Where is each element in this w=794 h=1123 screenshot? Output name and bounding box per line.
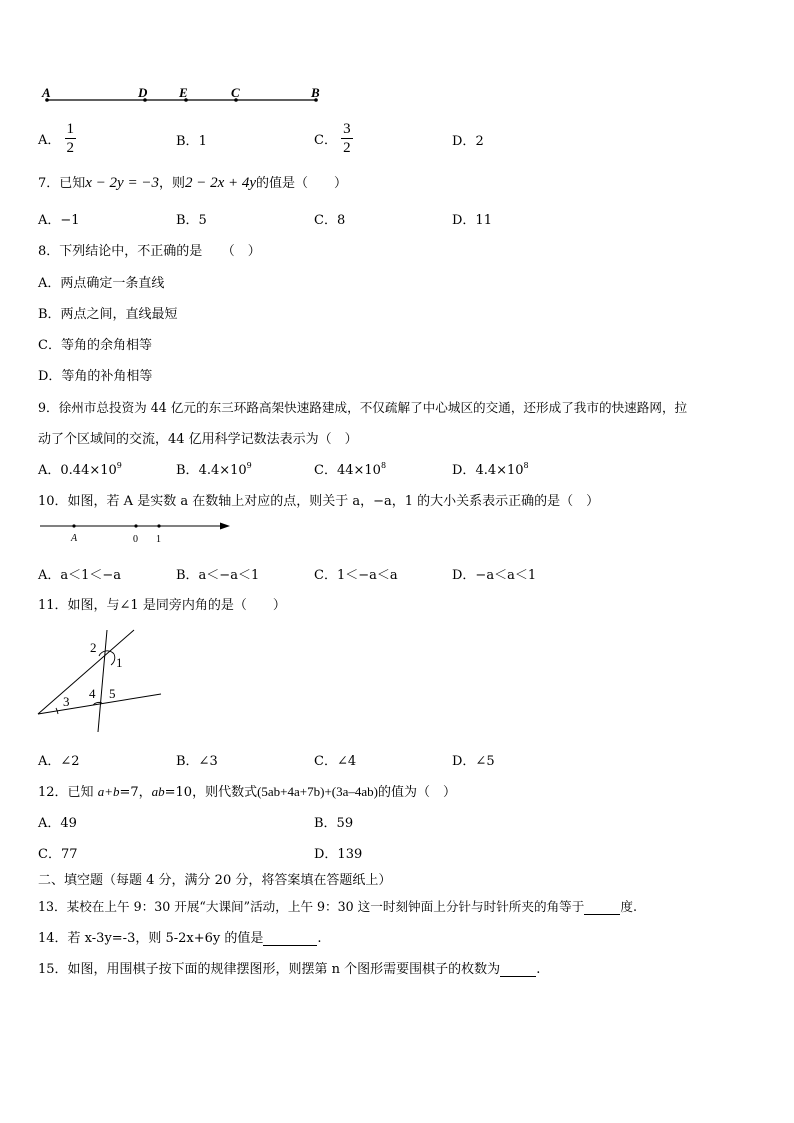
option-letter: A． [38, 133, 61, 148]
q9-option-d[interactable] [452, 459, 529, 478]
label-e: E [179, 85, 188, 100]
number-line-label-one: 1 [156, 534, 161, 545]
label-c: C [231, 85, 240, 100]
q15-text: 15．如图，用围棋子按下面的规律摆图形，则摆第 n 个图形需要围棋子的枚数为 [38, 962, 501, 977]
option-exponent: 9 [116, 461, 122, 470]
option-base: 0.44×10 [60, 463, 117, 478]
option-text: 1 [198, 134, 207, 149]
angle-1-arc [111, 654, 115, 665]
option-letter: B． [176, 134, 199, 149]
option-exponent: 8 [523, 461, 529, 470]
q9-stem-line-1: 9．徐州市总投资为 44 亿元的东三环路高架快速路建成，不仅疏解了中心城区的交通，还形成了我市的快速路网，拉 [38, 400, 688, 415]
q12-option-a[interactable]: A．49 [38, 816, 77, 831]
point-a-marker [72, 524, 75, 527]
section-2-title: 二、填空题（每题 4 分，满分 20 分，将答案填在答题纸上） [38, 873, 392, 888]
q14-stem [38, 927, 322, 946]
q8-option-d[interactable]: D．等角的补角相等 [38, 369, 153, 384]
option-letter: D． [452, 134, 476, 149]
q12-option-c[interactable]: C．77 [38, 847, 78, 862]
q7-option-b[interactable]: B．5 [176, 213, 207, 228]
q12-expression: (5ab+4a+7b)+(3a–4ab) [257, 784, 378, 799]
label-a: A [42, 85, 51, 100]
option-letter: C． [314, 463, 337, 478]
q11-stem: 11．如图，与∠1 是同旁内角的是（ ） [38, 598, 286, 613]
q9-option-a[interactable] [38, 459, 122, 478]
q14-suffix: . [317, 931, 322, 946]
option-base: 44×10 [336, 463, 381, 478]
q8-option-c[interactable]: C．等角的余角相等 [38, 338, 152, 353]
q15-stem [38, 958, 540, 977]
q7-option-d[interactable]: D．11 [452, 213, 492, 228]
q8-option-b[interactable]: B．两点之间，直线最短 [38, 307, 178, 322]
one-marker [157, 524, 160, 527]
angle-label-1: 1 [116, 655, 123, 670]
q7-stem [38, 172, 347, 192]
fraction-numerator: 1 [66, 121, 75, 137]
q6-option-d[interactable] [452, 130, 484, 149]
angle-diagram [34, 622, 168, 734]
label-b: B [311, 85, 320, 100]
q11-option-a[interactable]: A．∠2 [38, 754, 80, 769]
q10-option-a[interactable]: A．a＜1＜−a [38, 568, 122, 583]
q12-condition-2: ab [151, 784, 165, 799]
q12-equals-1: =7， [119, 785, 152, 800]
q6-option-b[interactable] [176, 130, 207, 149]
q9-option-b[interactable] [176, 459, 252, 478]
q10-option-d[interactable]: D．−a＜a＜1 [452, 568, 537, 583]
q6-option-a[interactable] [38, 120, 76, 157]
angle-label-2: 2 [90, 640, 97, 655]
q7-option-c[interactable]: C．8 [314, 213, 346, 228]
origin-marker [134, 524, 137, 527]
fraction-numerator: 3 [343, 121, 351, 137]
q10-stem: 10．如图，若 A 是实数 a 在数轴上对应的点，则关于 a，−a，1 的大小关系表示正确的是（ ） [38, 494, 600, 509]
fraction-denominator: 2 [343, 140, 351, 156]
q7-expression-1: x − 2y = −3 [85, 175, 159, 191]
fraction-denominator: 2 [66, 140, 75, 156]
q7-option-a[interactable]: A．−1 [38, 213, 80, 228]
q12-equals-2: =10，则代数式 [164, 785, 258, 800]
angle-label-3: 3 [63, 694, 70, 709]
q7-middle: ，则 [158, 176, 185, 191]
q10-option-b[interactable]: B．a＜−a＜1 [176, 568, 260, 583]
q7-suffix: 的值是（ ） [256, 176, 348, 191]
q12-suffix: 的值为（ ） [377, 785, 456, 800]
option-base: 4.4×10 [475, 463, 524, 478]
option-exponent: 9 [246, 461, 252, 470]
q13-stem [38, 896, 637, 915]
option-letter: C． [314, 133, 337, 148]
q13-answer-blank[interactable] [584, 900, 620, 915]
label-d: D [138, 85, 148, 100]
fraction [65, 120, 77, 157]
option-exponent: 8 [380, 461, 387, 470]
number-line-label-a: A [71, 533, 78, 544]
number-line-label-zero: 0 [133, 534, 138, 545]
option-letter: B． [176, 463, 199, 478]
transversal-line-2 [98, 630, 107, 732]
option-text: 2 [475, 134, 484, 149]
q8-option-a[interactable]: A．两点确定一条直线 [38, 276, 165, 291]
q7-prefix: 7．已知 [38, 176, 86, 191]
q14-text: 14．若 x-3y=-3，则 5-2x+6y 的值是 [38, 931, 264, 946]
q12-option-d[interactable]: D．139 [314, 847, 363, 862]
number-line-arrow-icon [220, 523, 230, 530]
q9-stem-line-2: 动了个区域间的交流，44 亿用科学记数法表示为（ ） [38, 432, 358, 447]
number-line-diagram [36, 518, 236, 534]
q11-option-c[interactable]: C．∠4 [314, 754, 357, 769]
q12-condition-1: a+b [97, 784, 120, 799]
q12-stem [38, 781, 456, 800]
q7-expression-2: 2 − 2x + 4y [184, 175, 257, 191]
transversal-line-1 [38, 630, 134, 714]
fraction [341, 120, 353, 157]
option-letter: A． [38, 463, 61, 478]
angle-label-4: 4 [89, 686, 96, 701]
q11-option-d[interactable]: D．∠5 [452, 754, 495, 769]
q13-text: 13．某校在上午 9：30 开展“大课间”活动，上午 9：30 这一时刻钟面上分针与时针所夹的角等于 [38, 899, 585, 914]
q14-answer-blank[interactable] [263, 931, 317, 946]
angle-label-5: 5 [109, 686, 116, 701]
option-base: 4.4×10 [198, 463, 247, 478]
q15-suffix: . [536, 962, 541, 977]
q9-option-c[interactable] [314, 459, 386, 478]
q13-suffix: 度. [620, 899, 637, 914]
q10-option-c[interactable]: C．1＜−a＜a [314, 568, 398, 583]
q15-answer-blank[interactable] [500, 962, 536, 977]
option-letter: D． [452, 463, 476, 478]
q11-option-b[interactable]: B．∠3 [176, 754, 218, 769]
q12-option-b[interactable]: B．59 [314, 816, 354, 831]
q6-option-c[interactable] [314, 120, 353, 157]
q12-prefix: 12．已知 [38, 785, 98, 800]
q8-stem: 8．下列结论中，不正确的是 （ ） [38, 244, 261, 259]
